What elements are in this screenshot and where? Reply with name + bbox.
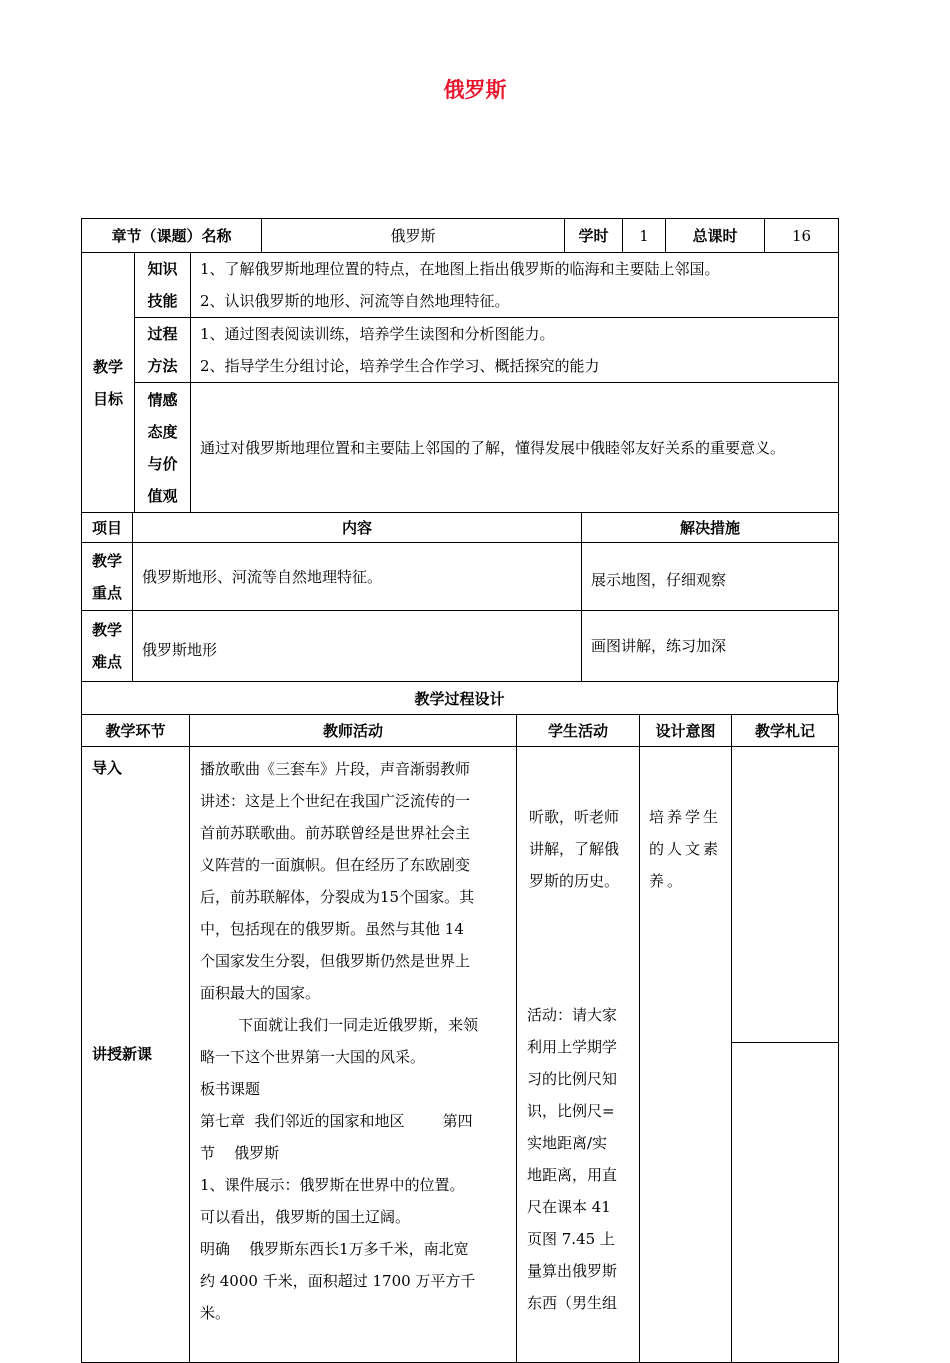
stage-new-lesson: 讲授新课 <box>92 1045 153 1063</box>
teacher-line: 节 俄罗斯 <box>200 1144 280 1162</box>
student-line: 听歌，听老师 <box>529 808 620 826</box>
chapter-label: 章节（课题）名称 <box>82 219 262 253</box>
student-line: 习的比例尺知 <box>527 1070 618 1088</box>
col-student: 学生活动 <box>517 715 640 747</box>
process-method-content: 1、通过图表阅读训练，培养学生读图和分析图能力。 2、指导学生分组讨论，培养学生合作学习、概括探究的能力 <box>191 318 839 383</box>
col-notes: 教学札记 <box>732 715 839 747</box>
student-line: 地距离，用直 <box>527 1166 618 1184</box>
objectives-label: 教学目标 <box>82 253 135 513</box>
design-intent-text <box>649 801 729 897</box>
teacher-line: 面积最大的国家。 <box>200 984 321 1002</box>
student-line: 讲解，了解俄 <box>529 840 620 858</box>
teacher-line: 下面就让我们一同走近俄罗斯，来领 <box>200 1016 479 1034</box>
difficulty-content: 俄罗斯地形 <box>133 611 582 682</box>
total-value: 16 <box>765 219 839 253</box>
focus-table <box>81 512 839 682</box>
hours-value: 1 <box>623 219 666 253</box>
stage-intro: 导入 <box>92 759 123 777</box>
intent-line: 的人文素 <box>649 840 722 858</box>
student-line: 量算出俄罗斯 <box>527 1262 618 1280</box>
hours-label: 学时 <box>565 219 623 253</box>
teacher-line: 后，前苏联解体，分裂成为15个国家。其 <box>200 888 475 906</box>
process-title-table <box>81 681 838 715</box>
teacher-line: 义阵营的一面旗帜。但在经历了东欧剧变 <box>200 856 471 874</box>
process-title: 教学过程设计 <box>82 682 838 715</box>
student-line: 页图 7.45 上 <box>527 1230 615 1248</box>
difficulty-measure: 画图讲解，练习加深 <box>582 611 839 682</box>
teacher-line: 板书课题 <box>200 1080 261 1098</box>
student-line: 识，比例尺= <box>527 1102 615 1120</box>
page-title: 俄罗斯 <box>443 78 507 102</box>
emotion-label: 情感态度与价值观 <box>135 383 191 513</box>
teacher-line: 首前苏联歌曲。前苏联曾经是世界社会主 <box>200 824 471 842</box>
objectives-table <box>81 252 839 513</box>
col-intent: 设计意图 <box>640 715 732 747</box>
student-line: 利用上学期学 <box>527 1038 618 1056</box>
process-method-label: 过程方法 <box>135 318 191 383</box>
col-stage: 教学环节 <box>82 715 190 747</box>
key-point-label: 教学重点 <box>82 543 133 611</box>
teacher-line: 播放歌曲《三套车》片段，声音渐弱教师 <box>200 760 471 778</box>
teacher-line: 约 4000 千米，面积超过 1700 万平方千 <box>200 1272 476 1290</box>
notes-cell-1 <box>732 747 839 1043</box>
chapter-value: 俄罗斯 <box>262 219 565 253</box>
key-point-measure: 展示地图，仔细观察 <box>582 543 839 611</box>
total-label: 总课时 <box>666 219 765 253</box>
teacher-line: 略一下这个世界第一大国的风采。 <box>200 1048 426 1066</box>
student-line: 实地距离/实 <box>527 1134 608 1152</box>
teacher-line: 中，包括现在的俄罗斯。虽然与其他 14 <box>200 920 464 938</box>
teacher-line: 明确 俄罗斯东西长1万多千米，南北宽 <box>200 1240 469 1258</box>
emotion-content: 通过对俄罗斯地理位置和主要陆上邻国的了解，懂得发展中俄睦邻友好关系的重要意义。 <box>191 383 839 513</box>
intent-line: 培养学生 <box>649 808 722 826</box>
student-line: 罗斯的历史。 <box>529 872 620 890</box>
student-activity-text-1 <box>529 801 639 897</box>
col-teacher: 教师活动 <box>190 715 517 747</box>
difficulty-label: 教学难点 <box>82 611 133 682</box>
teacher-line: 米。 <box>200 1304 231 1322</box>
student-activity-text-2 <box>527 999 639 1319</box>
knowledge-label: 知识技能 <box>135 253 191 318</box>
teacher-line: 个国家发生分裂，但俄罗斯仍然是世界上 <box>200 952 471 970</box>
teacher-activity-text <box>200 753 520 1329</box>
col-item: 项目 <box>82 513 133 543</box>
student-line: 尺在课本 41 <box>527 1198 611 1216</box>
intent-line: 养。 <box>649 872 686 890</box>
student-line: 东西（男生组 <box>527 1294 618 1312</box>
teacher-line: 讲述：这是上个世纪在我国广泛流传的一 <box>200 792 471 810</box>
student-line: 活动：请大家 <box>527 1006 618 1024</box>
teacher-line: 1、课件展示：俄罗斯在世界中的位置。 <box>200 1176 465 1194</box>
teacher-line: 第七章 我们邻近的国家和地区 第四 <box>200 1112 473 1130</box>
col-measure: 解决措施 <box>582 513 839 543</box>
header-table <box>81 218 839 253</box>
notes-cell-2 <box>732 1043 839 1363</box>
col-content: 内容 <box>133 513 582 543</box>
knowledge-content: 1、了解俄罗斯地理位置的特点，在地图上指出俄罗斯的临海和主要陆上邻国。 2、认识俄罗斯的地形、河流等自然地理特征。 <box>191 253 839 318</box>
key-point-content: 俄罗斯地形、河流等自然地理特征。 <box>133 543 582 611</box>
teacher-line: 可以看出，俄罗斯的国土辽阔。 <box>200 1208 411 1226</box>
